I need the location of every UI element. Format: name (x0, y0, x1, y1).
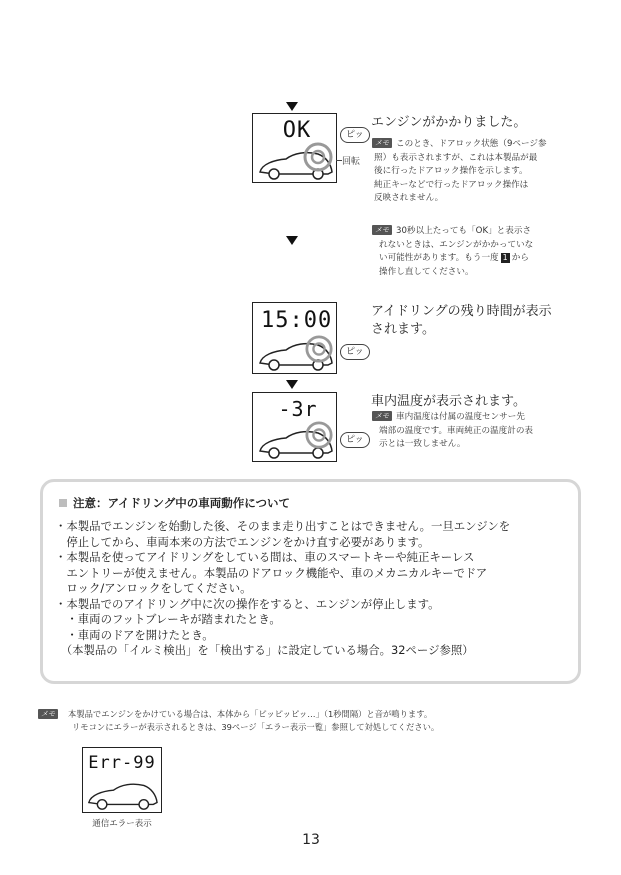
note-line: リモコンにエラーが表示されるときは、39ページ「エラー表示一覧」参照して対処してください。 (72, 722, 440, 732)
lcd-readout: -3r (278, 397, 318, 421)
memo-badge: メモ (372, 411, 392, 421)
page-number: 13 (302, 832, 320, 848)
caution-line: ・車両のドアを開けたとき。 (55, 627, 214, 642)
beep-bubble-2: ピッ (340, 344, 370, 360)
beep-bubble-3: ピッ (340, 432, 370, 448)
memo-line: 端部の温度です。車両純正の温度計の表 (379, 425, 534, 436)
note-line: メモ 本製品でエンジンをかけている場合は、本体から「ピッピッピッ…」（1秒間隔）と音が鳴ります。 (38, 708, 598, 721)
memo-badge: メモ (372, 138, 392, 148)
caution-line: ・本製品を使ってアイドリングをしている間は、車のスマートキーや純正キーレス (55, 550, 475, 564)
memo-line: 後に行ったドアロック操作を示します。 (374, 166, 528, 177)
caution-body (55, 519, 575, 659)
memo-line: メモ 30秒以上たっても「OK」と表示さ (372, 225, 572, 239)
caution-line: ・本製品でエンジンを始動した後、そのまま走り出すことはできません。一旦エンジンを (55, 519, 511, 533)
flow-arrow-1 (286, 102, 298, 111)
rotate-text: 回転 (342, 157, 361, 167)
memo-line: い可能性があります。もう一度 1 から (379, 253, 529, 264)
memo-line: 純正キーなどで行ったドアロック操作は (374, 179, 529, 190)
flow-arrow-2 (286, 236, 298, 245)
step-2-memo (372, 225, 572, 279)
lcd-readout: OK (282, 118, 312, 143)
lcd-readout: 15:00 (261, 308, 333, 333)
button-press-icon (305, 421, 333, 449)
caution-title: 注意：アイドリング中の車両動作について (59, 495, 290, 511)
title-line: アイドリングの残り時間が表示 (371, 304, 552, 319)
button-press-icon (305, 335, 333, 363)
lcd-display-timer (252, 302, 337, 374)
beep-bubble-1: ピッ (340, 127, 370, 143)
caution-line: （本製品の「イルミ検出」を「検出する」に設定している場合。32ページ参照） (55, 643, 474, 657)
car-icon (85, 776, 159, 812)
caution-line: ・車両のフットブレーキが踏まれたとき。 (55, 612, 281, 626)
caution-square-icon (59, 499, 67, 507)
caution-line: 停止してから、車両本来の方法でエンジンをかけ直す必要があります。 (55, 534, 430, 549)
caution-box (40, 479, 581, 684)
bottom-note (38, 708, 598, 734)
memo-line: れないときは、エンジンがかかっていな (379, 239, 534, 250)
memo-badge: メモ (38, 709, 58, 719)
button-press-icon (303, 142, 333, 172)
step-3-title (371, 303, 552, 339)
caution-line: ・本製品でのアイドリング中に次の操作をすると、エンジンが停止します。 (55, 596, 440, 611)
lcd-display-temperature (252, 392, 337, 462)
lcd-readout: Err-99 (88, 753, 156, 773)
lcd-display-error (82, 747, 162, 813)
step-4-title: 車内温度が表示されます。 (371, 394, 526, 409)
memo-line: 操作し直してください。 (379, 266, 474, 277)
memo-line: 反映されません。 (374, 193, 444, 204)
step-4-memo (372, 411, 572, 452)
rotate-label (336, 154, 360, 167)
memo-line: メモ 車内温度は付属の温度センサー先 (372, 411, 572, 425)
step-1-title: エンジンがかかりました。 (371, 115, 527, 130)
memo-line: 照）も表示されますが、これは本製品が最 (374, 152, 538, 163)
step-ref-badge: 1 (502, 253, 508, 263)
memo-line: 示とは一致しません。 (379, 439, 466, 450)
caution-line: エントリーが使えません。本製品のドアロック機能や、車のメカニカルキーでドア (55, 565, 488, 580)
lcd-display-ok (252, 113, 337, 183)
error-display-caption: 通信エラー表示 (92, 819, 152, 829)
caution-line: ロック/アンロックをしてください。 (55, 581, 252, 595)
memo-line: メモ このとき、ドアロック状態（9ページ参 (372, 138, 572, 152)
title-line: されます。 (371, 322, 435, 337)
memo-badge: メモ (372, 225, 392, 235)
step-1-memo (372, 138, 572, 206)
flow-arrow-3 (286, 380, 298, 389)
